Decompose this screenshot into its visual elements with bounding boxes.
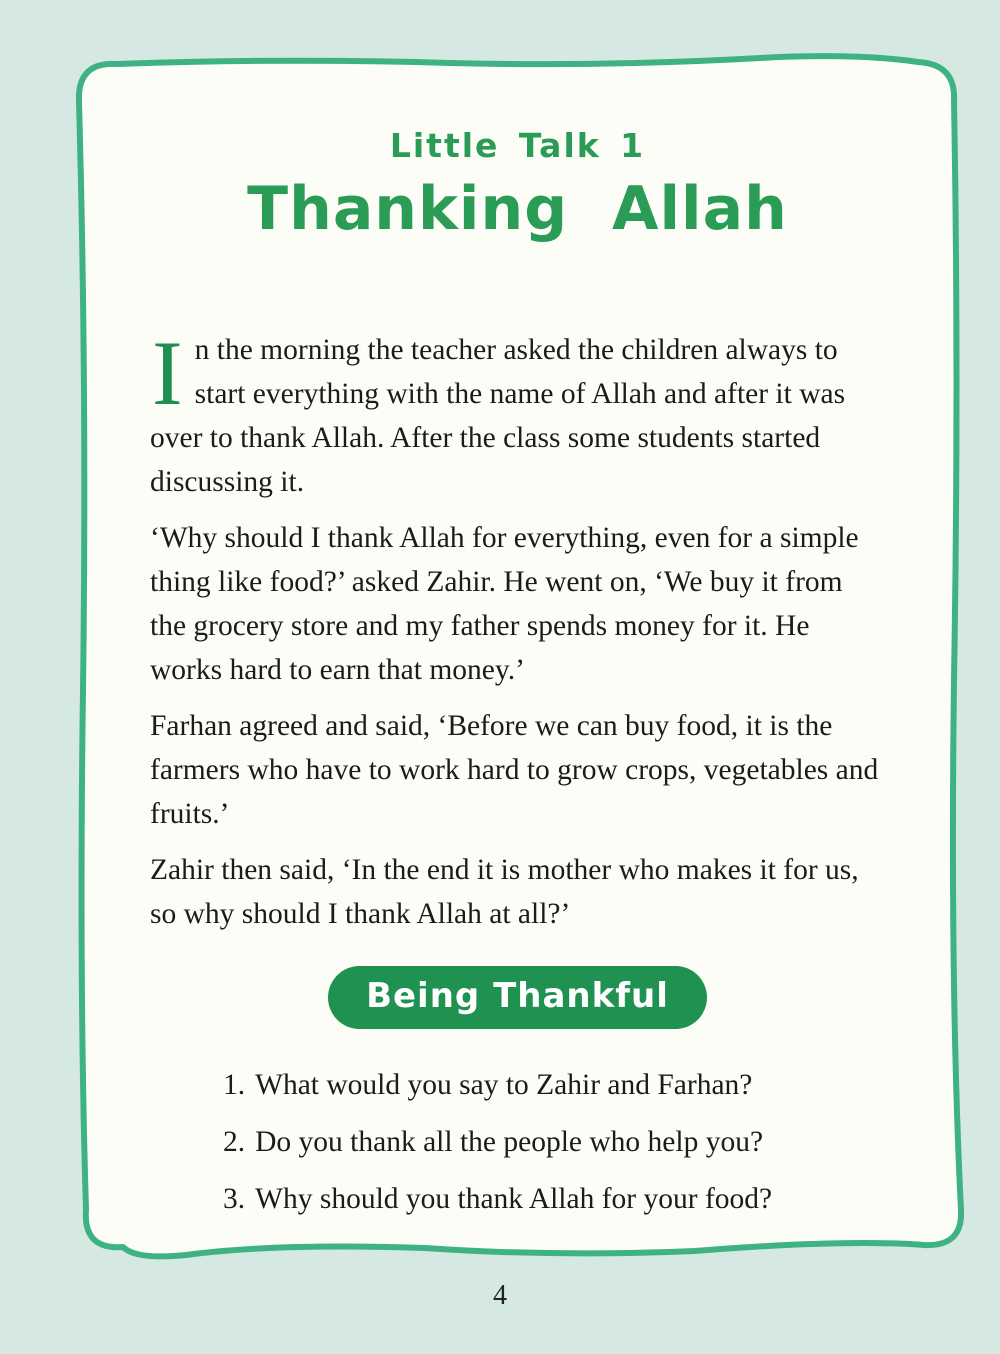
section-badge-row	[150, 966, 885, 1029]
paragraph	[150, 322, 885, 504]
page-content	[150, 0, 885, 1234]
question-item	[223, 1177, 885, 1221]
paragraph: Farhan agreed and said, ‘Before we can buy food, it is the farmers who have to work hard to grow crops, vegetables and fruits.’	[150, 710, 879, 830]
paragraph: ‘Why should I thank Allah for everything, even for a simple thing like food?’ asked Zahir. He went on, ‘We buy it from the grocery store and my father spends money for it. He works hard to earn that money.’	[150, 522, 859, 686]
question-number: 2.	[223, 1126, 246, 1158]
page-title: Thanking Allah	[247, 174, 788, 244]
question-item	[223, 1120, 885, 1164]
story-text	[150, 322, 885, 936]
question-text: Do you thank all the people who help you?	[255, 1126, 764, 1158]
page-number: 4	[493, 1280, 507, 1311]
question-number: 3.	[223, 1183, 246, 1215]
paragraph-text: n the morning the teacher asked the children always to start everything with the name of Allah and after it was over to thank Allah. After the class some students started discussing it.	[150, 334, 846, 498]
question-number: 1.	[223, 1069, 246, 1101]
question-text: What would you say to Zahir and Farhan?	[255, 1069, 753, 1101]
question-list	[223, 1063, 885, 1221]
question-text: Why should you thank Allah for your food?	[255, 1183, 773, 1215]
chapter-kicker: Little Talk 1	[389, 126, 646, 165]
drop-cap: I	[152, 322, 183, 424]
section-badge: Being Thankful	[328, 966, 707, 1029]
paragraph: Zahir then said, ‘In the end it is mother who makes it for us, so why should I thank Allah at all?’	[150, 854, 859, 930]
question-item	[223, 1063, 885, 1107]
